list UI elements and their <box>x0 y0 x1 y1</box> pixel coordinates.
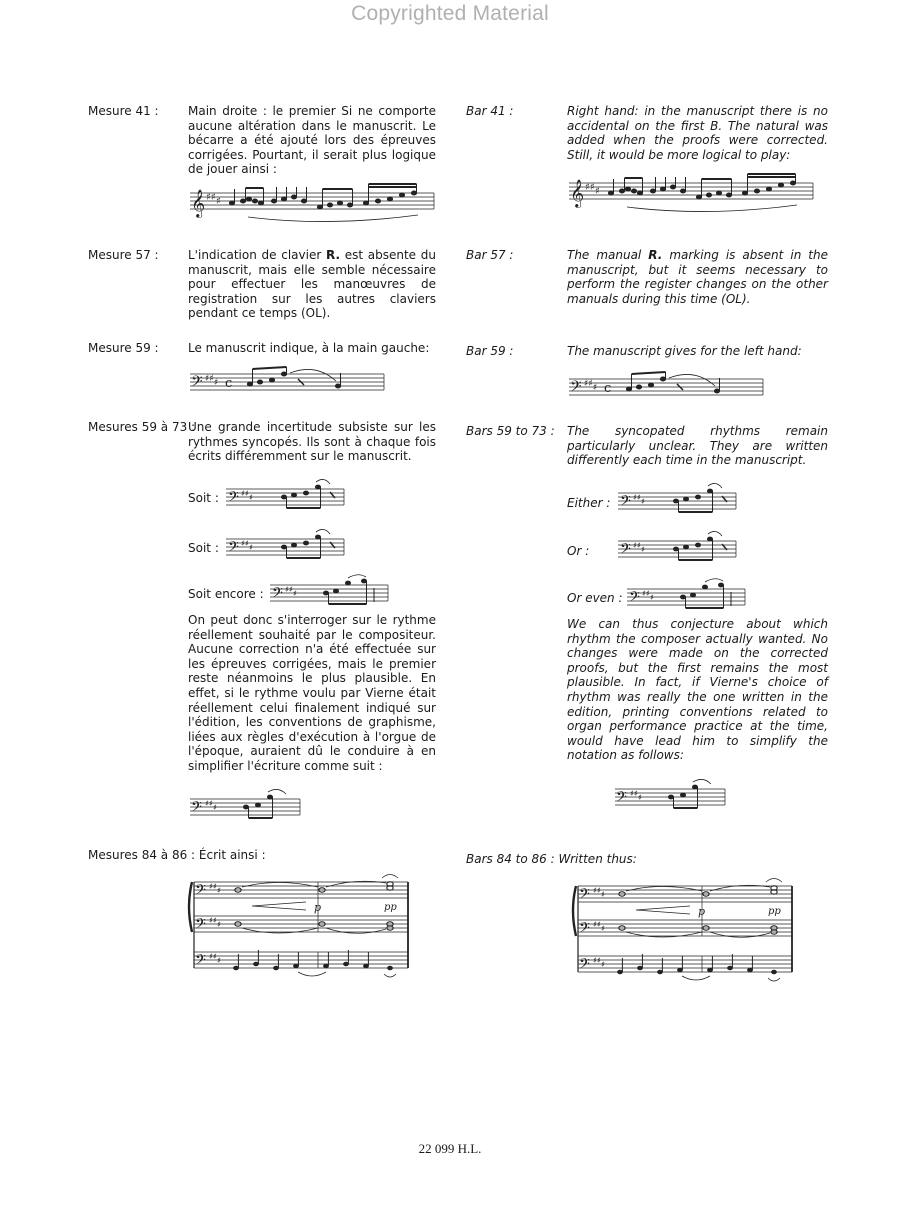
svg-text:♯♯: ♯♯ <box>633 493 641 502</box>
svg-text:♯: ♯ <box>213 803 217 812</box>
fr-m41-label: Mesure 41 : <box>88 104 159 118</box>
catalog-number: 22 099 H.L. <box>418 1141 482 1156</box>
fr-m59-text: Le manuscrit indique, à la main gauche: <box>188 341 430 355</box>
svg-text:p: p <box>698 905 706 918</box>
en-conclusion: We can thus conjecture about which rhythm the composer actually wanted. No changes were made on the corrected proofs, but the first remains the most plausible. In fact, if Vierne's choice of rhythm was really the one written in the edition, printing conventions related to organ performance practice at the time, would have lead him to simplify the notation as follows: <box>567 617 828 763</box>
svg-text:𝄢: 𝄢 <box>579 886 590 906</box>
fr-m59-73-label: Mesures 59 à 73 : <box>88 420 196 434</box>
svg-text:♯♯: ♯♯ <box>241 539 249 548</box>
svg-text:♯: ♯ <box>601 890 605 899</box>
music-example-either <box>618 482 740 516</box>
svg-text:c: c <box>604 381 612 396</box>
svg-text:𝄢: 𝄢 <box>620 493 631 513</box>
svg-text:♯: ♯ <box>217 956 221 965</box>
en-either-label: Either : <box>567 496 611 510</box>
svg-text:𝄢: 𝄢 <box>272 585 283 605</box>
fr-m41-text: Main droite : le premier Si ne comporte aucune altération dans le manuscrit. Le bécarre a été ajouté lors des épreuves corrigées. Pourtant, il serait plus logique de jouer ainsi : <box>188 104 436 177</box>
svg-text:𝄢: 𝄢 <box>570 378 582 399</box>
svg-text:♯♯: ♯♯ <box>285 585 293 594</box>
en-b59-text: The manuscript gives for the left hand: <box>567 344 802 358</box>
music-example-b59-en <box>567 370 767 402</box>
svg-text:𝄢: 𝄢 <box>228 489 239 509</box>
svg-text:𝄢: 𝄢 <box>195 882 206 902</box>
svg-text:♯: ♯ <box>214 378 219 388</box>
en-b41-label: Bar 41 : <box>466 104 514 118</box>
svg-text:♯: ♯ <box>249 493 253 502</box>
svg-text:♯: ♯ <box>249 543 253 552</box>
svg-text:♯♯: ♯♯ <box>241 489 249 498</box>
svg-text:♯: ♯ <box>293 589 297 598</box>
svg-text:♯♯: ♯♯ <box>206 192 216 203</box>
music-example-or <box>618 530 740 564</box>
fr-m84-label: Mesures 84 à 86 : Écrit ainsi : <box>88 848 266 862</box>
svg-text:♯♯: ♯♯ <box>630 789 638 798</box>
svg-text:♯: ♯ <box>641 545 645 554</box>
svg-text:♯: ♯ <box>593 383 598 393</box>
music-example-soit-1 <box>226 478 348 512</box>
fr-m59-label: Mesure 59 : <box>88 341 159 355</box>
en-b59-label: Bar 59 : <box>466 344 514 358</box>
fr-soit-2-label: Soit : <box>188 541 219 555</box>
svg-text:𝄢: 𝄢 <box>579 956 590 976</box>
svg-text:♯♯: ♯♯ <box>585 182 595 193</box>
watermark: Copyrighted Material <box>351 2 549 25</box>
en-b57-text: The manual R. marking is absent in the manuscript, but it seems necessary to perform the register changes on the other manuals during this time (OL). <box>567 248 828 306</box>
svg-text:𝄢: 𝄢 <box>616 789 627 809</box>
svg-text:♯♯: ♯♯ <box>593 956 601 965</box>
svg-text:♯: ♯ <box>601 924 605 933</box>
fr-m57-label: Mesure 57 : <box>88 248 159 262</box>
svg-text:𝄢: 𝄢 <box>191 373 203 394</box>
svg-text:♯: ♯ <box>216 196 221 207</box>
en-b59-73-text: The syncopated rhythms remain particularly unclear. They are written differently each time in the manuscript. <box>567 424 828 468</box>
music-example-m59-fr <box>188 365 388 397</box>
svg-text:c: c <box>225 376 233 391</box>
svg-text:♯: ♯ <box>638 793 642 802</box>
svg-text:♯♯: ♯♯ <box>593 920 601 929</box>
svg-text:𝄢: 𝄢 <box>579 920 590 940</box>
fr-m57-text: L'indication de clavier R. est absente du manuscrit, mais elle semble nécessaire pour effectuer les manœuvres de registration sur les autres claviers pendant ce temps (OL). <box>188 248 437 321</box>
en-b84-label: Bars 84 to 86 : Written thus: <box>466 852 637 866</box>
svg-text:♯♯: ♯♯ <box>205 799 213 808</box>
en-or-even-label: Or even : <box>567 591 623 605</box>
svg-text:𝄢: 𝄢 <box>191 799 202 819</box>
svg-text:♯♯: ♯♯ <box>209 952 217 961</box>
en-b41-text: Right hand: in the manuscript there is no accidental on the first B. The natural was added when the proofs were corrected. Still, it would be more logical to play: <box>567 104 828 162</box>
music-example-en-simplified <box>613 778 729 812</box>
svg-text:p: p <box>314 901 322 914</box>
svg-text:♯: ♯ <box>595 186 600 197</box>
en-b59-73-label: Bars 59 to 73 : <box>466 424 555 438</box>
music-example-soit-2 <box>226 528 348 562</box>
svg-text:pp: pp <box>384 902 397 913</box>
music-example-or-even <box>627 576 749 612</box>
music-example-m41-fr <box>188 181 436 225</box>
music-example-soit-encore <box>270 572 392 608</box>
svg-text:𝄞: 𝄞 <box>191 189 206 217</box>
svg-text:♯♯: ♯♯ <box>633 541 641 550</box>
svg-text:𝄢: 𝄢 <box>620 541 631 561</box>
fr-m59-73-text: Une grande incertitude subsiste sur les rythmes syncopés. Ils sont à chaque fois écrits différemment sur le manuscrit. <box>188 420 436 464</box>
svg-text:𝄢: 𝄢 <box>195 952 206 972</box>
svg-text:♯♯: ♯♯ <box>642 589 650 598</box>
svg-text:𝄢: 𝄢 <box>228 539 239 559</box>
music-example-b41-en <box>567 171 815 215</box>
svg-text:𝄢: 𝄢 <box>629 589 640 609</box>
svg-text:𝄞: 𝄞 <box>570 179 585 207</box>
svg-text:♯♯: ♯♯ <box>209 882 217 891</box>
svg-text:♯♯: ♯♯ <box>209 916 217 925</box>
svg-text:♯♯: ♯♯ <box>205 374 214 384</box>
music-example-b84-en <box>570 874 798 992</box>
svg-text:♯: ♯ <box>650 593 654 602</box>
en-b57-label: Bar 57 : <box>466 248 514 262</box>
svg-text:𝄢: 𝄢 <box>195 916 206 936</box>
svg-text:pp: pp <box>768 906 781 917</box>
fr-conclusion: On peut donc s'interroger sur le rythme réellement souhaité par le compositeur. Aucune correction n'a été effectuée sur les épreuves corrigées, mais le premier reste néanmoins le plus plausible. En effet, si le rythme voulu par Vierne était réellement celui finalement indiqué sur l'édition, les conventions de graphisme, liées aux règles d'exécution à l'orgue de l'époque, auraient dû le conduire à en simplifier l'écriture comme suit : <box>188 613 436 773</box>
svg-text:♯♯: ♯♯ <box>593 886 601 895</box>
svg-text:♯: ♯ <box>601 960 605 969</box>
svg-text:♯♯: ♯♯ <box>584 379 593 389</box>
fr-soit-encore-label: Soit encore : <box>188 587 264 601</box>
music-example-fr-simplified <box>188 788 304 822</box>
fr-soit-1-label: Soit : <box>188 491 219 505</box>
en-or-label: Or : <box>567 544 590 558</box>
music-example-m84-fr <box>186 870 414 988</box>
svg-text:♯: ♯ <box>641 497 645 506</box>
svg-text:♯: ♯ <box>217 886 221 895</box>
svg-text:♯: ♯ <box>217 920 221 929</box>
